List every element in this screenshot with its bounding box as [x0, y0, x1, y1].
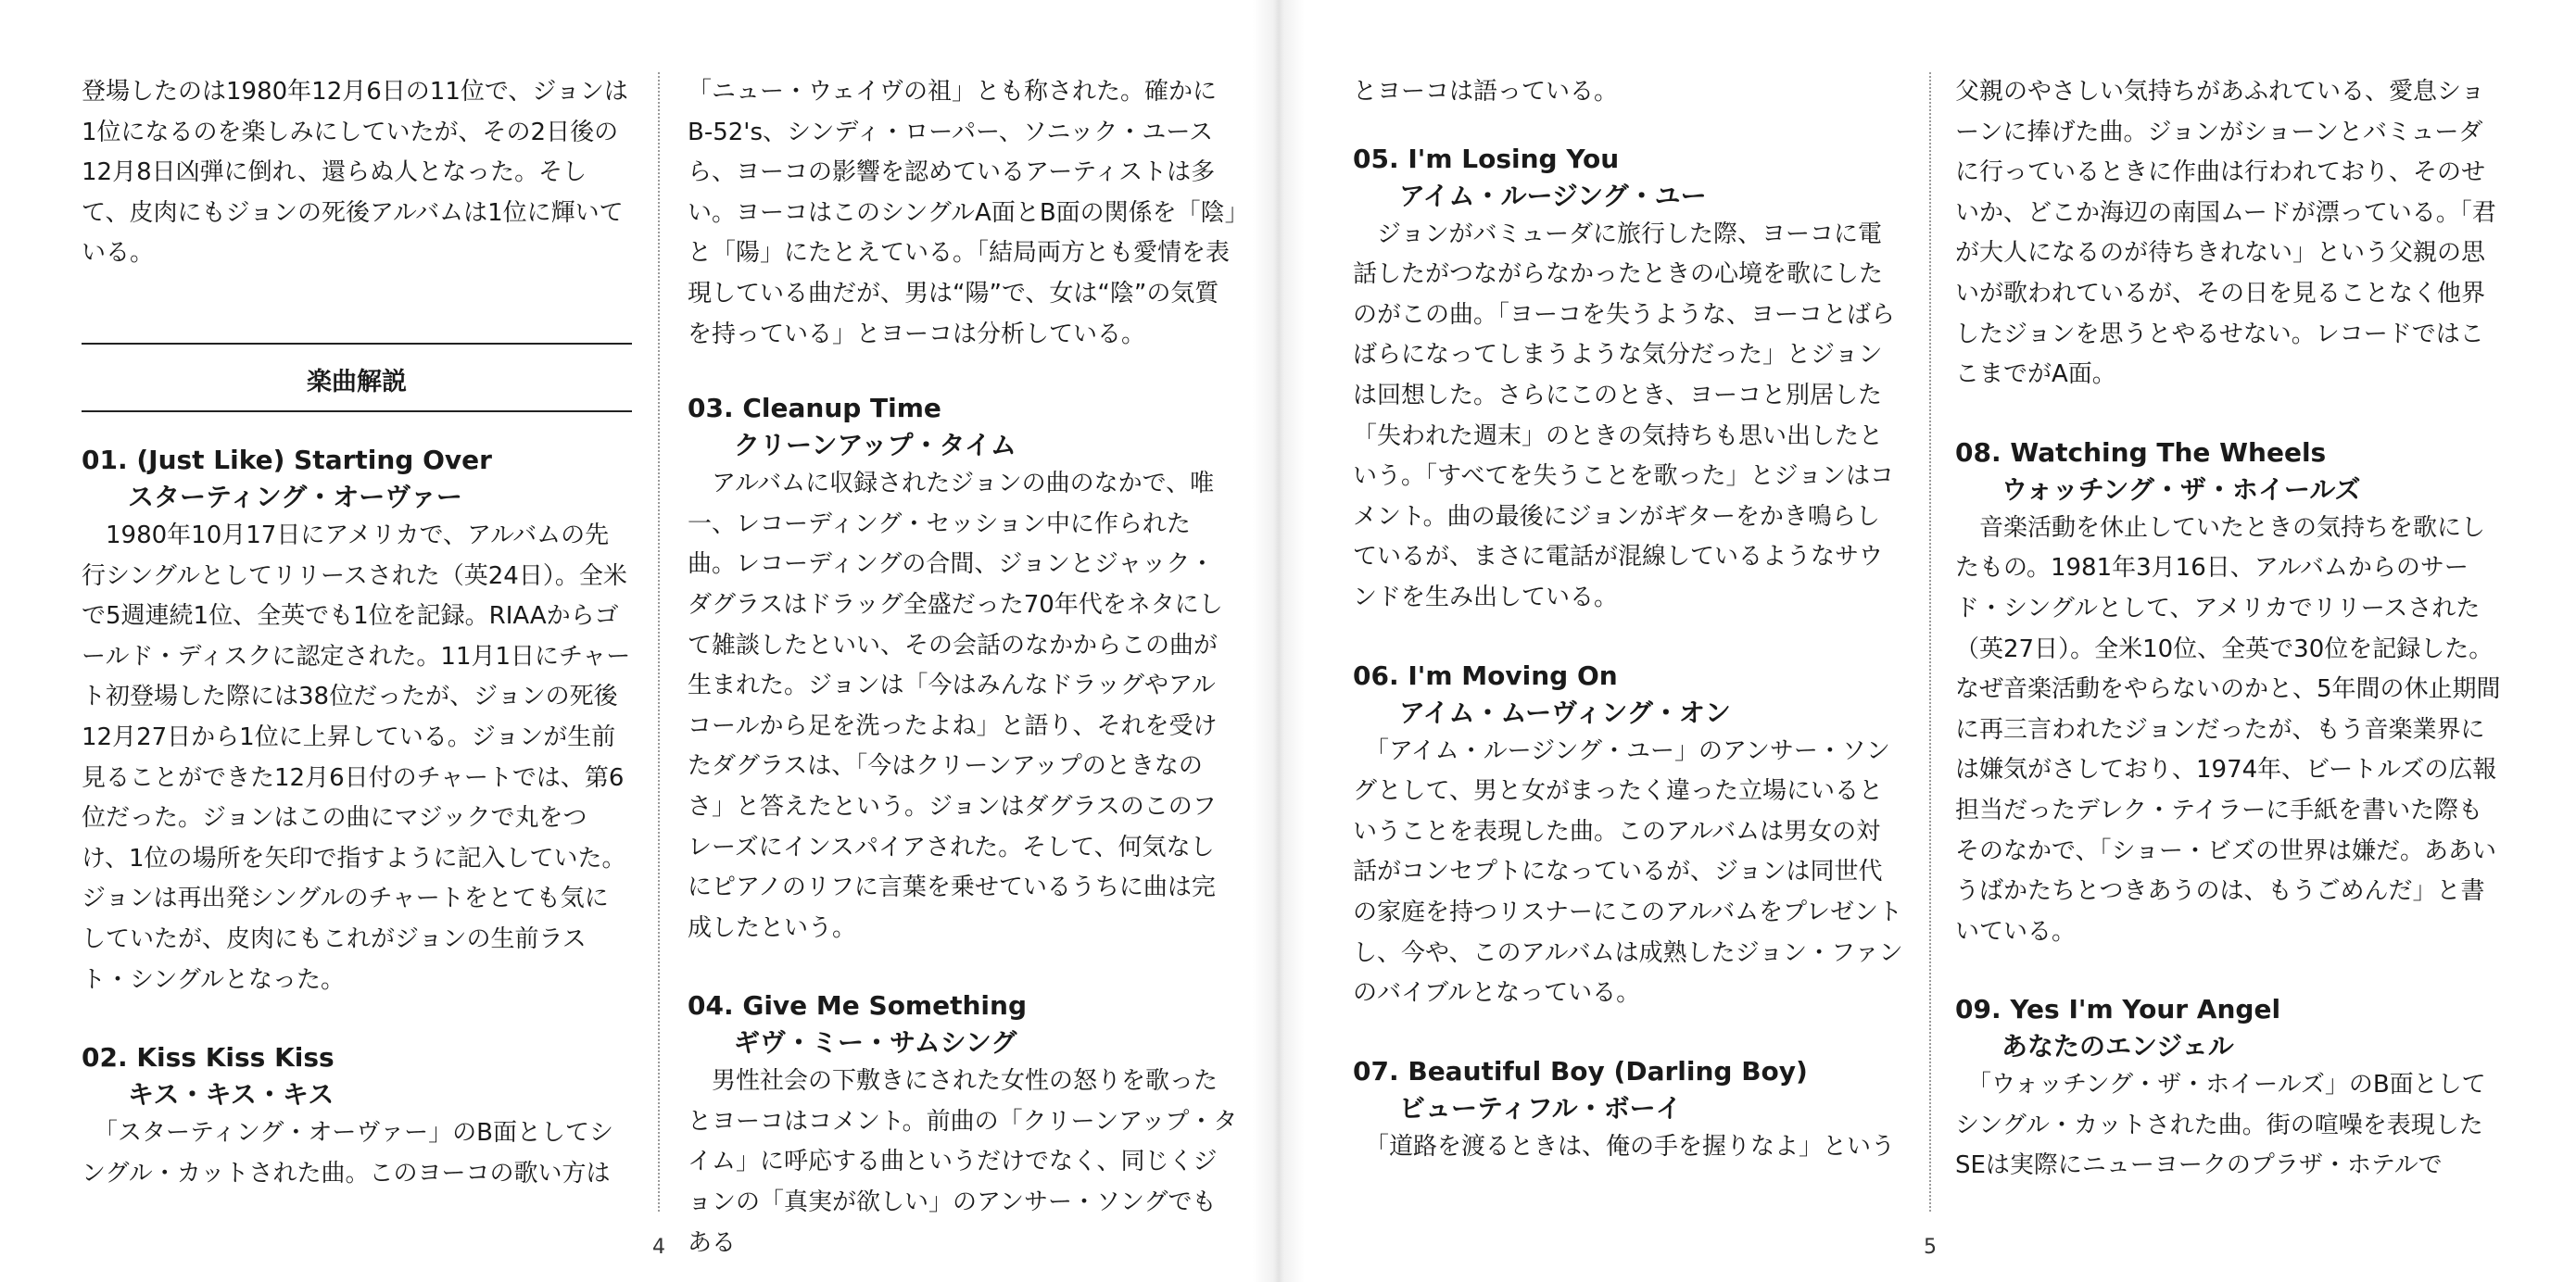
- track-description: アルバムに収録されたジョンの曲のなかで、唯一、レコーディング・セッション中に作られた曲。レコーディングの合間、ジョンとジャック・ダグラスはドラッグ全盛だった70年代をネタにして雑談したといい、その会話のなかからこの曲が生まれた。ジョンは「今はみんなドラッグやアルコールから足を洗ったよね」と語り、それを受けたダグラスは、「今はクリーンアップのときなのさ」と答えたという。ジョンはダグラスのこのフレーズにインスパイアされた。そして、何気なしにピアノのリフに言葉を乗せているうちに曲は完成したという。: [688, 470, 1223, 942]
- track-title: 08. Watching The Wheels: [1955, 436, 2327, 468]
- column-intro: 登場したのは1980年12月6日の11位で、ジョンは1位になるのを楽しみにしていたが、その2日後の12月8日凶弾に倒れ、還らぬ人となった。そして、皮肉にもジョンの死後アルバムは1位に輝いている。: [82, 78, 628, 268]
- track-kana-title: ギヴ・ミー・サムシング: [734, 1027, 1017, 1059]
- page-left: [0, 0, 1277, 1282]
- track-kana-title: あなたのエンジェル: [2001, 1031, 2234, 1062]
- track-description: 音楽活動を休止していたときの気持ちを歌にしたもの。1981年3月16日、アルバムからのサード・シングルとして、アメリカでリリースされた（英27日）。全米10位、全英で30位を記録した。なぜ音楽活動をやらないのかと、5年間の休止期間に再三言われたジョンだったが、もう音楽業界には嫌気がさしており、1974年、ビートルズの広報担当だったデレク・テイラーに手紙を書いた際もそのなかで、「ショー・ビズの世界は嫌だ。ああいうばかたちとつきあうのは、もうごめんだ」と書いている。: [1955, 513, 2501, 946]
- track-description: 男性社会の下敷きにされた女性の怒りを歌ったとヨーコはコメント。前曲の「クリーンアップ・タイム」に呼応する曲というだけでなく、同じくジョンの「真実が欲しい」のアンサー・ソングでもある: [688, 1067, 1238, 1257]
- column-intro: 「ニュー・ウェイヴの祖」とも称された。確かにB-52's、シンディ・ローパー、ソニック・ユースら、ヨーコの影響を認めているアーティストは多い。ヨーコはこのシングルA面とB面の関係を「陰」と「陽」にたとえている。「結局両方とも愛情を表現している曲だが、男は“陽”で、女は“陰”の気質を持っている」とヨーコは分析している。: [688, 78, 1237, 348]
- track-kana-title: クリーンアップ・タイム: [734, 430, 1017, 461]
- column-divider: [1929, 72, 1931, 1212]
- section-heading: 楽曲解説: [82, 343, 632, 412]
- track-kana-title: キス・キス・キス: [128, 1079, 335, 1111]
- track-description: 「スターティング・オーヴァー」のB面としてシングル・カットされた曲。このヨーコの歌い方は: [82, 1119, 613, 1188]
- track-kana-title: ビューティフル・ボーイ: [1399, 1092, 1682, 1124]
- track-title: 02. Kiss Kiss Kiss: [82, 1042, 335, 1074]
- column-divider: [658, 72, 660, 1212]
- column-3: [1353, 72, 1903, 1167]
- track-title: 07. Beautiful Boy (Darling Boy): [1353, 1055, 1808, 1087]
- column-1: [82, 72, 632, 1194]
- track-07: [1353, 1053, 1903, 1168]
- track-description: ジョンがバミューダに旅行した際、ヨーコに電話したがつながらなかったときの心境を歌にしたのがこの曲。「ヨーコを失うような、ヨーコとばらばらになってしまうような気分だった」とジョンは回想した。さらにこのとき、ヨーコと別居した「失われた週末」のときの気持ちも思い出したという。「すべてを失うことを歌った」とジョンはコメント。曲の最後にジョンがギターをかき鳴らしているが、まさに電話が混線しているようなサウンドを生み出している。: [1353, 220, 1896, 611]
- track-title: 05. I'm Losing You: [1353, 143, 1620, 174]
- track-06: [1353, 658, 1903, 1014]
- track-title: 03. Cleanup Time: [688, 393, 941, 424]
- column-intro: 父親のやさしい気持ちがあふれている、愛息ショーンに捧げた曲。ジョンがショーンとバミューダに行っているときに作曲は行われており、そのせいか、どこか海辺の南国ムードが漂っている。「君が大人になるのが待ちきれない」という父親の思いが歌われているが、その日を見ることなく他界したジョンを思うとやるせない。レコードではここまでがA面。: [1955, 78, 2496, 389]
- track-description: 「アイム・ルージング・ユー」のアンサー・ソングとして、男と女がまったく違った立場にいるということを表現した曲。このアルバムは男女の対話がコンセプトになっているが、ジョンは同世代の家庭を持つリスナーにこのアルバムをプレゼントし、今や、このアルバムは成熟したジョン・ファンのバイブルとなっている。: [1353, 736, 1903, 1008]
- track-description: 「ウォッチング・ザ・ホイールズ」のB面としてシングル・カットされた曲。街の喧噪を表現したSEは実際にニューヨークのプラザ・ホテルで: [1955, 1071, 2486, 1180]
- column-intro: とヨーコは語っている。: [1353, 78, 1619, 106]
- column-2: [688, 72, 1238, 1263]
- track-kana-title: ウォッチング・ザ・ホイールズ: [2001, 473, 2361, 505]
- page-right: [1277, 0, 2576, 1282]
- track-kana-title: スターティング・オーヴァー: [128, 481, 462, 512]
- track-01: [82, 442, 632, 1000]
- track-description: 「道路を渡るときは、俺の手を握りなよ」という: [1353, 1132, 1896, 1161]
- page-number: 5: [1924, 1236, 1937, 1259]
- track-title: 01. (Just Like) Starting Over: [82, 444, 492, 475]
- page-number: 4: [652, 1236, 665, 1259]
- track-title: 06. I'm Moving On: [1353, 660, 1618, 691]
- track-title: 04. Give Me Something: [688, 990, 1027, 1022]
- track-kana-title: アイム・ルージング・ユー: [1399, 180, 1707, 211]
- track-03: [688, 390, 1238, 949]
- column-4: [1955, 72, 2506, 1187]
- track-08: [1955, 434, 2506, 953]
- track-09: [1955, 991, 2506, 1187]
- track-title: 09. Yes I'm Your Angel: [1955, 994, 2281, 1025]
- track-02: [82, 1039, 632, 1194]
- track-kana-title: アイム・ムーヴィング・オン: [1399, 697, 1731, 728]
- track-04: [688, 987, 1238, 1263]
- track-description: 1980年10月17日にアメリカで、アルバムの先行シングルとしてリリースされた（英24日）。全米で5週連続1位、全英でも1位を記録。RIAAからゴールド・ディスクに認定された。11月1日にチャート初登場した際には38位だったが、ジョンの死後12月27日から1位に上昇している。ジョンが生前見ることができた12月6日付のチャートでは、第6位だった。ジョンはこの曲にマジックで丸をつけ、1位の場所を矢印で指すように記入していた。ジョンは再出発シングルのチャートをとても気にしていたが、皮肉にもこれがジョンの生前ラスト・シングルとなった。: [82, 521, 631, 994]
- track-05: [1353, 141, 1903, 619]
